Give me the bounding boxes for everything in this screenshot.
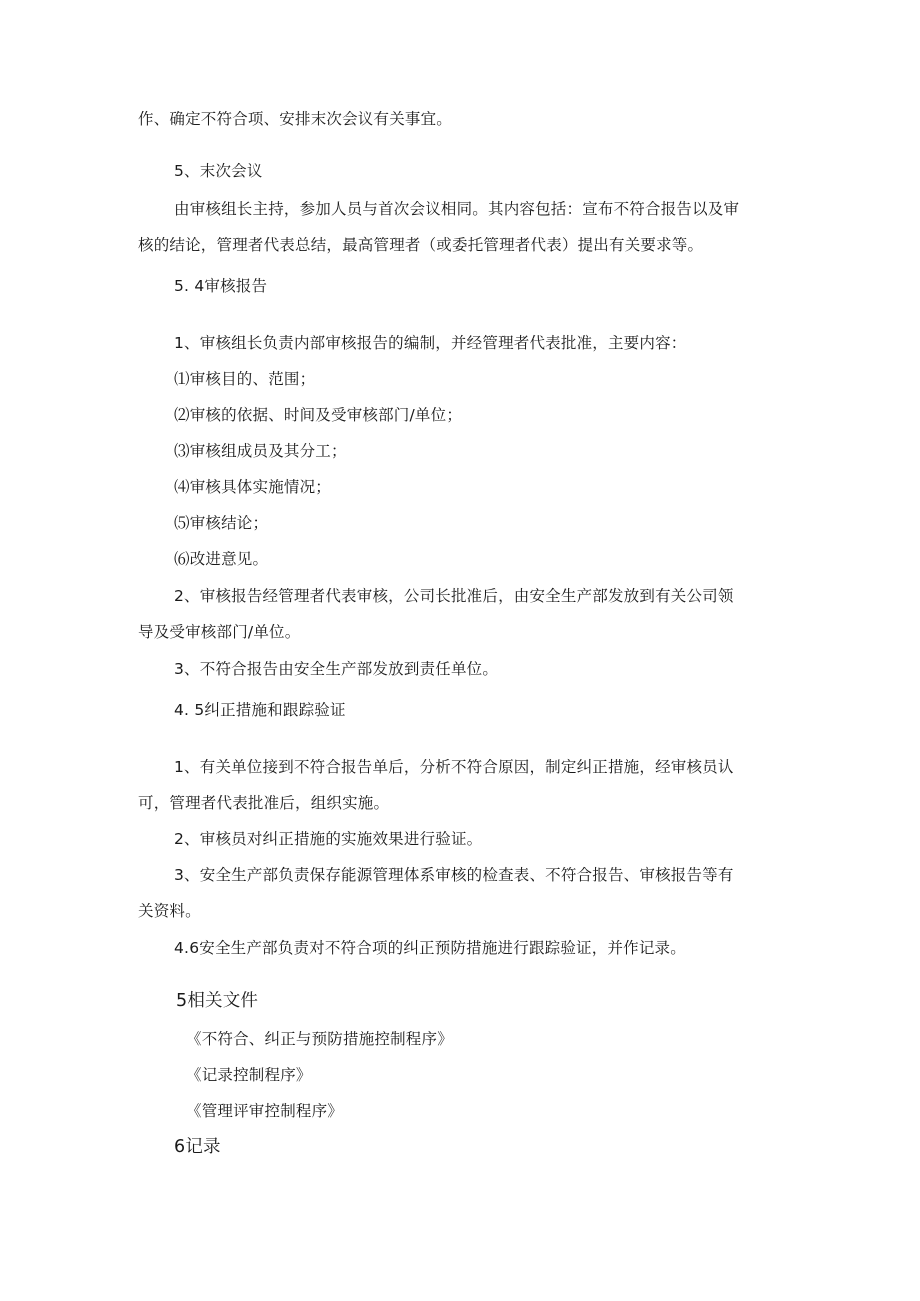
paragraph-line: 2、审核员对纠正措施的实施效果进行验证。 — [174, 830, 483, 848]
document-reference: 《管理评审控制程序》 — [186, 1102, 344, 1120]
section-heading: 5、末次会议 — [174, 162, 263, 180]
list-item: ⑵审核的依据、时间及受审核部门/单位； — [174, 406, 463, 424]
paragraph-line: 由审核组长主持，参加人员与首次会议相同。其内容包括：宣布不符合报告以及审 — [174, 200, 740, 218]
paragraph-line: 3、安全生产部负责保存能源管理体系审核的检查表、不符合报告、审核报告等有 — [174, 866, 734, 884]
document-reference: 《记录控制程序》 — [186, 1066, 312, 1084]
section-heading: 6记录 — [174, 1137, 221, 1157]
list-item: ⑴审核目的、范围； — [174, 370, 316, 388]
paragraph-line: 4.6安全生产部负责对不符合项的纠正预防措施进行跟踪验证，并作记录。 — [174, 939, 686, 957]
list-item: ⑹改进意见。 — [174, 550, 269, 568]
section-heading: 5相关文件 — [176, 991, 259, 1011]
paragraph-line: 关资料。 — [138, 902, 201, 920]
list-item: ⑶审核组成员及其分工； — [174, 442, 347, 460]
list-item: ⑷审核具体实施情况； — [174, 478, 332, 496]
paragraph-line: 1、审核组长负责内部审核报告的编制，并经管理者代表批准，主要内容： — [174, 334, 687, 352]
section-heading: 4. 5纠正措施和跟踪验证 — [174, 701, 346, 719]
paragraph-line: 1、有关单位接到不符合报告单后，分析不符合原因，制定纠正措施，经审核员认 — [174, 758, 734, 776]
document-reference: 《不符合、纠正与预防措施控制程序》 — [186, 1030, 453, 1048]
paragraph-line: 3、不符合报告由安全生产部发放到责任单位。 — [174, 660, 499, 678]
paragraph-line: 可，管理者代表批准后，组织实施。 — [138, 794, 390, 812]
paragraph-line: 2、审核报告经管理者代表审核，公司长批准后，由安全生产部发放到有关公司领 — [174, 587, 734, 605]
paragraph-line: 导及受审核部门/单位。 — [138, 623, 301, 641]
list-item: ⑸审核结论； — [174, 514, 269, 532]
paragraph-line: 作、确定不符合项、安排末次会议有关事宜。 — [138, 110, 453, 128]
paragraph-line: 核的结论，管理者代表总结，最高管理者（或委托管理者代表）提出有关要求等。 — [138, 236, 704, 254]
section-heading: 5. 4审核报告 — [174, 277, 268, 295]
